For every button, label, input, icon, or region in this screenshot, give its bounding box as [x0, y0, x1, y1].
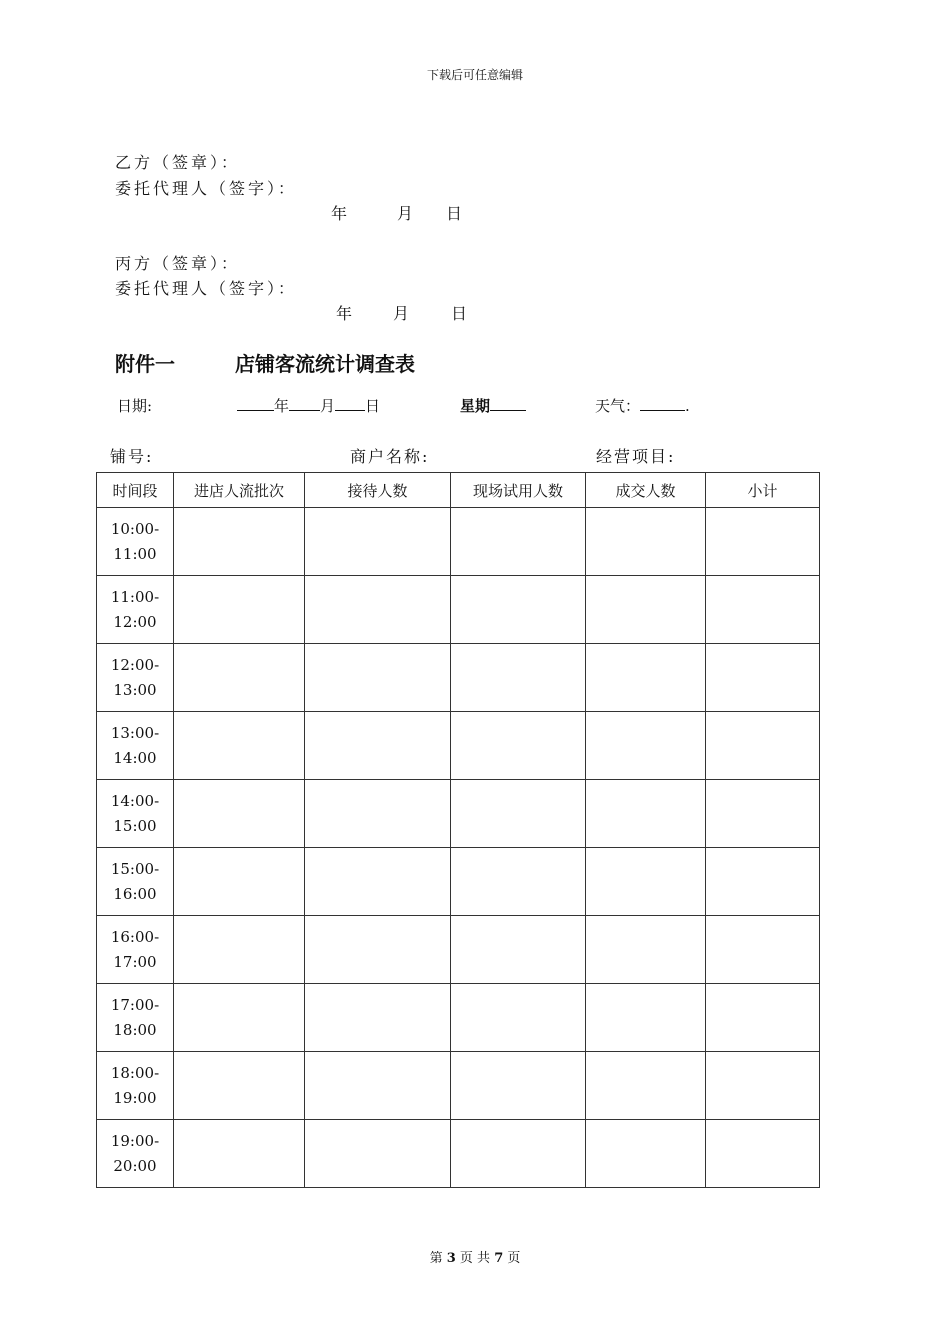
- empty-cell: [305, 1052, 451, 1120]
- empty-cell: [305, 644, 451, 712]
- weekday-label: 星期: [460, 397, 491, 415]
- table-row: [97, 712, 820, 780]
- time-slot-cell: [97, 1120, 174, 1188]
- time-slot-start: 19:00-: [110, 1131, 160, 1150]
- time-slot-start: 13:00-: [110, 723, 160, 742]
- empty-cell: [706, 576, 820, 644]
- weekday-blank: [490, 396, 526, 411]
- time-slot-start: 12:00-: [110, 655, 160, 674]
- time-slot-start: 11:00-: [110, 587, 160, 606]
- merchant-name-label: 商户名称:: [350, 447, 430, 466]
- party-b-year: 年: [331, 204, 348, 223]
- time-slot-cell: [97, 780, 174, 848]
- header-received: 接待人数: [305, 473, 451, 508]
- empty-cell: [706, 1052, 820, 1120]
- empty-cell: [174, 916, 305, 984]
- empty-cell: [305, 780, 451, 848]
- weekday-field: [460, 395, 526, 416]
- form-title: 店铺客流统计调查表: [235, 352, 415, 376]
- footer-prefix: 第: [429, 1251, 443, 1266]
- table-row: [97, 780, 820, 848]
- empty-cell: [706, 848, 820, 916]
- time-slot-start: 18:00-: [110, 1063, 160, 1082]
- empty-cell: [451, 576, 586, 644]
- footer-page-number: 3: [446, 1251, 456, 1266]
- empty-cell: [174, 1052, 305, 1120]
- empty-cell: [451, 984, 586, 1052]
- header-trial: 现场试用人数: [451, 473, 586, 508]
- footer-mid: 页 共: [459, 1251, 491, 1266]
- traffic-table: [96, 472, 820, 1188]
- date-fields: [237, 395, 380, 416]
- empty-cell: [305, 984, 451, 1052]
- empty-cell: [174, 508, 305, 576]
- empty-cell: [451, 848, 586, 916]
- time-slot-start: 15:00-: [110, 859, 160, 878]
- time-slot-cell: [97, 576, 174, 644]
- party-b-day: 日: [446, 204, 463, 223]
- time-slot-end: 19:00: [113, 1088, 157, 1107]
- empty-cell: [706, 644, 820, 712]
- empty-cell: [305, 1120, 451, 1188]
- time-slot-end: 12:00: [113, 612, 157, 631]
- empty-cell: [451, 644, 586, 712]
- party-b-agent: 委托代理人（签字）：: [115, 179, 298, 198]
- party-b-month: 月: [397, 204, 414, 223]
- party-b-sign: 乙方（签章）：: [115, 153, 241, 172]
- header-entry-batches: 进店人流批次: [174, 473, 305, 508]
- empty-cell: [586, 848, 706, 916]
- empty-cell: [174, 780, 305, 848]
- time-slot-cell: [97, 1052, 174, 1120]
- empty-cell: [706, 1120, 820, 1188]
- time-slot-end: 14:00: [113, 748, 157, 767]
- time-slot-cell: [97, 984, 174, 1052]
- time-slot-end: 17:00: [113, 952, 157, 971]
- empty-cell: [586, 916, 706, 984]
- table-row: [97, 984, 820, 1052]
- page-header: 下载后可任意编辑: [426, 68, 523, 82]
- empty-cell: [586, 712, 706, 780]
- time-slot-end: 13:00: [113, 680, 157, 699]
- table-row: [97, 1120, 820, 1188]
- header-deals: 成交人数: [586, 473, 706, 508]
- empty-cell: [451, 1052, 586, 1120]
- attachment-title-line: [115, 348, 415, 377]
- empty-cell: [451, 780, 586, 848]
- empty-cell: [305, 712, 451, 780]
- table-row: [97, 848, 820, 916]
- empty-cell: [706, 916, 820, 984]
- empty-cell: [586, 1120, 706, 1188]
- business-item-label: 经营项目:: [596, 447, 676, 466]
- empty-cell: [706, 712, 820, 780]
- empty-cell: [305, 848, 451, 916]
- empty-cell: [586, 780, 706, 848]
- empty-cell: [174, 984, 305, 1052]
- weather-end: .: [685, 397, 690, 415]
- party-c-agent: 委托代理人（签字）：: [115, 279, 298, 298]
- time-slot-end: 11:00: [113, 544, 157, 563]
- empty-cell: [174, 644, 305, 712]
- party-c-month: 月: [393, 304, 410, 323]
- time-slot-start: 17:00-: [110, 995, 160, 1014]
- time-slot-start: 16:00-: [110, 927, 160, 946]
- shop-number-label: 铺号:: [110, 447, 154, 466]
- empty-cell: [706, 780, 820, 848]
- header-time-slot: 时间段: [97, 473, 174, 508]
- day-blank: [335, 396, 365, 411]
- date-label: 日期:: [117, 397, 153, 415]
- attachment-label: 附件一: [115, 352, 175, 376]
- time-slot-end: 18:00: [113, 1020, 157, 1039]
- month-label: 月: [320, 397, 336, 415]
- empty-cell: [451, 1120, 586, 1188]
- empty-cell: [305, 508, 451, 576]
- empty-cell: [586, 1052, 706, 1120]
- table-header-row: [97, 473, 820, 508]
- footer-total-pages: 7: [494, 1251, 504, 1266]
- empty-cell: [706, 508, 820, 576]
- empty-cell: [451, 916, 586, 984]
- empty-cell: [174, 848, 305, 916]
- year-blank: [237, 396, 274, 411]
- time-slot-cell: [97, 916, 174, 984]
- time-slot-end: 16:00: [113, 884, 157, 903]
- empty-cell: [305, 576, 451, 644]
- footer-suffix: 页: [507, 1251, 521, 1266]
- empty-cell: [305, 916, 451, 984]
- time-slot-cell: [97, 848, 174, 916]
- time-slot-end: 20:00: [113, 1156, 157, 1175]
- empty-cell: [174, 1120, 305, 1188]
- month-blank: [289, 396, 320, 411]
- empty-cell: [706, 984, 820, 1052]
- weather-field: [595, 395, 690, 416]
- empty-cell: [451, 508, 586, 576]
- time-slot-cell: [97, 644, 174, 712]
- year-label: 年: [274, 397, 290, 415]
- empty-cell: [586, 508, 706, 576]
- empty-cell: [586, 984, 706, 1052]
- time-slot-cell: [97, 508, 174, 576]
- empty-cell: [174, 576, 305, 644]
- table-row: [97, 1052, 820, 1120]
- time-slot-end: 15:00: [113, 816, 157, 835]
- table-row: [97, 916, 820, 984]
- weather-label: 天气：: [595, 397, 641, 415]
- empty-cell: [174, 712, 305, 780]
- time-slot-cell: [97, 712, 174, 780]
- day-label: 日: [365, 397, 381, 415]
- header-subtotal: 小计: [706, 473, 820, 508]
- page-footer: [0, 1247, 950, 1266]
- party-c-year: 年: [336, 304, 353, 323]
- table-row: [97, 508, 820, 576]
- table-row: [97, 644, 820, 712]
- time-slot-start: 10:00-: [110, 519, 160, 538]
- time-slot-start: 14:00-: [110, 791, 160, 810]
- party-c-sign: 丙方（签章）：: [115, 254, 241, 273]
- party-c-day: 日: [451, 304, 468, 323]
- table-row: [97, 576, 820, 644]
- empty-cell: [586, 644, 706, 712]
- empty-cell: [586, 576, 706, 644]
- weather-blank: [640, 396, 685, 411]
- empty-cell: [451, 712, 586, 780]
